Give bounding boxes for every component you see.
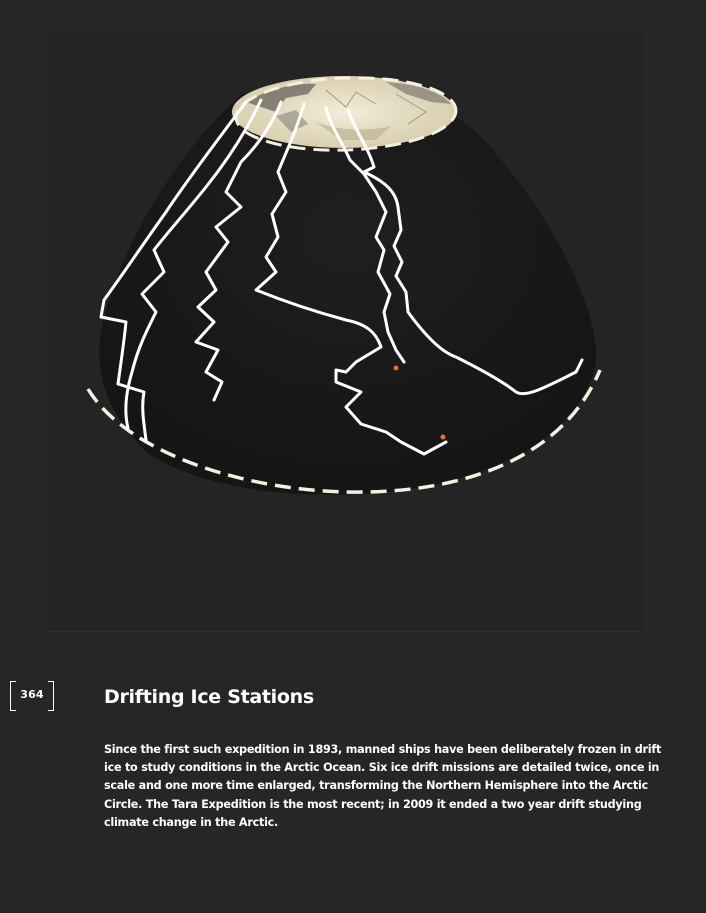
- figure-panel: [46, 32, 646, 631]
- right-bracket: [48, 681, 54, 711]
- page-number-bracket: [10, 681, 54, 711]
- drift-endpoint-marker: [441, 435, 446, 440]
- section-title: Drifting Ice Stations: [104, 686, 314, 708]
- drift-endpoint-marker: [394, 366, 399, 371]
- arctic-drift-globe-illustration: [46, 32, 646, 631]
- body-paragraph: Since the first such expedition in 1893, manned ships have been deliberately frozen in drift ice to study conditions in the Arctic Ocean. Six ice drift missions are detailed twice, once in scale and one more time enlarged, transforming the Northern Hemisphere into the Arctic Circle. The Tara Expedition is the most recent; in 2009 it ended a two year drift studying climate change in the Arctic.: [104, 743, 662, 829]
- page-number: 364: [20, 688, 44, 701]
